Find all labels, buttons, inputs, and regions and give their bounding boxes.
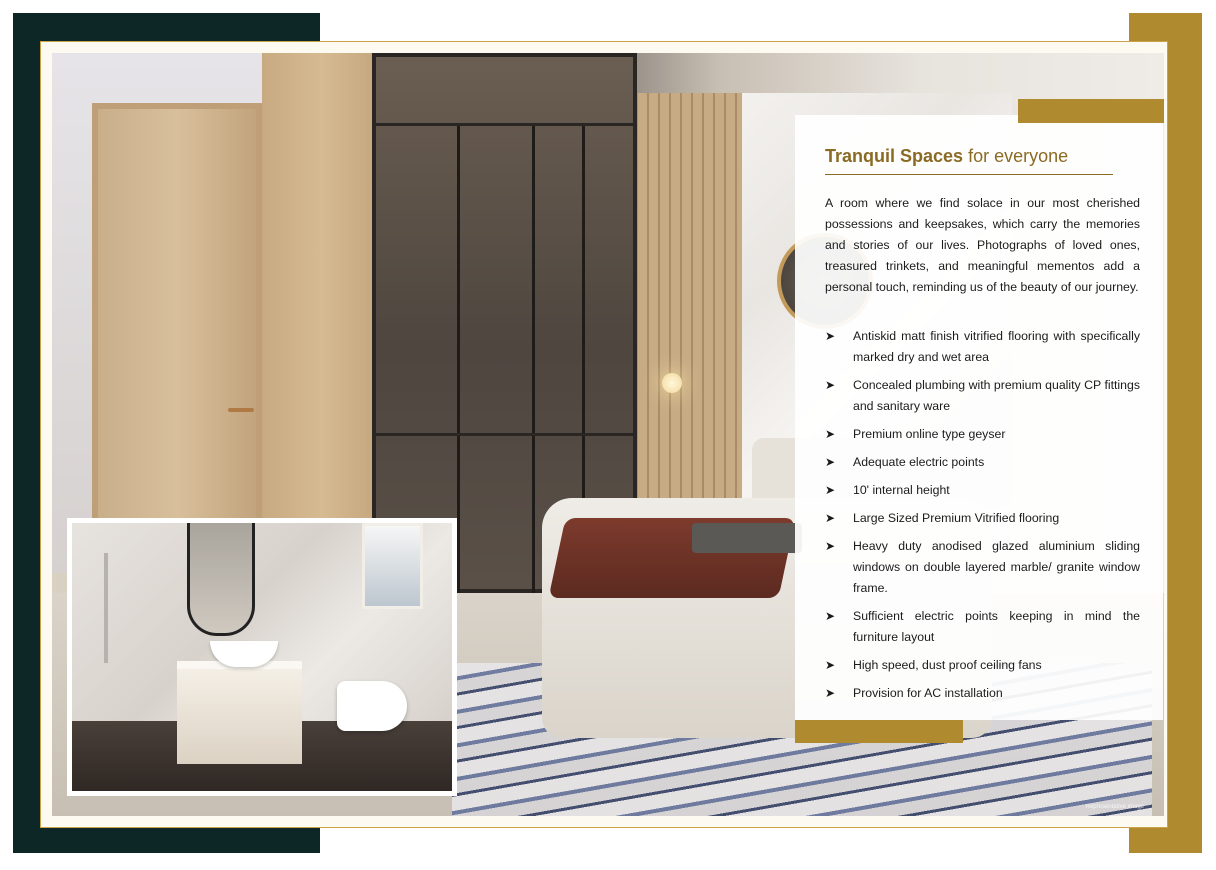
card-title-bold: Tranquil Spaces <box>825 146 964 166</box>
wardrobe-frame <box>457 123 460 593</box>
wall-hung-toilet <box>337 681 407 731</box>
door-handle <box>228 408 254 412</box>
shower-pipe <box>104 553 108 663</box>
feature-text: High speed, dust proof ceiling fans <box>853 658 1042 672</box>
list-item <box>825 480 1140 501</box>
arrowhead-bullet-icon: ➤ <box>825 378 836 392</box>
wooden-door <box>92 103 262 573</box>
feature-text: Large Sized Premium Vitrified flooring <box>853 511 1060 525</box>
arrowhead-bullet-icon: ➤ <box>825 427 836 441</box>
arrowhead-bullet-icon: ➤ <box>825 658 836 672</box>
intro-paragraph: A room where we find solace in our most cherished possessions and keepsakes, which carry the memories and stories of our lives. Photographs of loved ones, treasured trinkets, and meaningful mementos add a personal touch, reminding us of the beauty of our journey. <box>825 196 1140 294</box>
arrowhead-bullet-icon: ➤ <box>825 686 836 700</box>
feature-list <box>825 326 1140 711</box>
arrowhead-bullet-icon: ➤ <box>825 455 836 469</box>
feature-text: Provision for AC installation <box>853 686 1003 700</box>
gold-bar-top <box>1018 99 1164 123</box>
feature-text: Premium online type geyser <box>853 427 1006 441</box>
list-item <box>825 683 1140 704</box>
list-item <box>825 375 1140 417</box>
list-item <box>825 655 1140 676</box>
wardrobe-frame <box>532 123 535 593</box>
feature-text: Sufficient electric points keeping in mind the furniture layout <box>853 609 1140 644</box>
card-title <box>825 146 1115 167</box>
arrowhead-bullet-icon: ➤ <box>825 511 836 525</box>
feature-text: Adequate electric points <box>853 455 985 469</box>
wardrobe-shelf <box>372 433 637 436</box>
tea-tray <box>692 523 802 553</box>
bathroom-inset-photo <box>67 518 457 796</box>
list-item <box>825 326 1140 368</box>
list-item <box>825 452 1140 473</box>
list-item <box>825 536 1140 599</box>
bathroom-scene <box>72 523 452 791</box>
bathroom-mirror <box>187 523 255 636</box>
wardrobe-shelf <box>372 123 637 126</box>
arrowhead-bullet-icon: ➤ <box>825 609 836 623</box>
bathroom-window <box>362 523 423 609</box>
arrowhead-bullet-icon: ➤ <box>825 329 836 343</box>
card-title-rest: for everyone <box>968 146 1069 166</box>
feature-text: Concealed plumbing with premium quality CP fittings and sanitary ware <box>853 378 1140 413</box>
disclaimer-text: Representative image <box>1085 804 1144 810</box>
arrowhead-bullet-icon: ➤ <box>825 539 836 553</box>
arrowhead-bullet-icon: ➤ <box>825 483 836 497</box>
vanity-cabinet <box>177 661 302 764</box>
list-item <box>825 606 1140 648</box>
gold-bar-bottom <box>795 720 963 743</box>
feature-text: Heavy duty anodised glazed aluminium sliding windows on double layered marble/ granite window frame. <box>853 539 1140 595</box>
wood-panel <box>262 53 382 573</box>
title-underline <box>825 174 1113 175</box>
pendant-lamp <box>662 373 682 393</box>
list-item <box>825 508 1140 529</box>
feature-text: Antiskid matt finish vitrified flooring with specifically marked dry and wet area <box>853 329 1140 364</box>
list-item <box>825 424 1140 445</box>
feature-text: 10' internal height <box>853 483 950 497</box>
